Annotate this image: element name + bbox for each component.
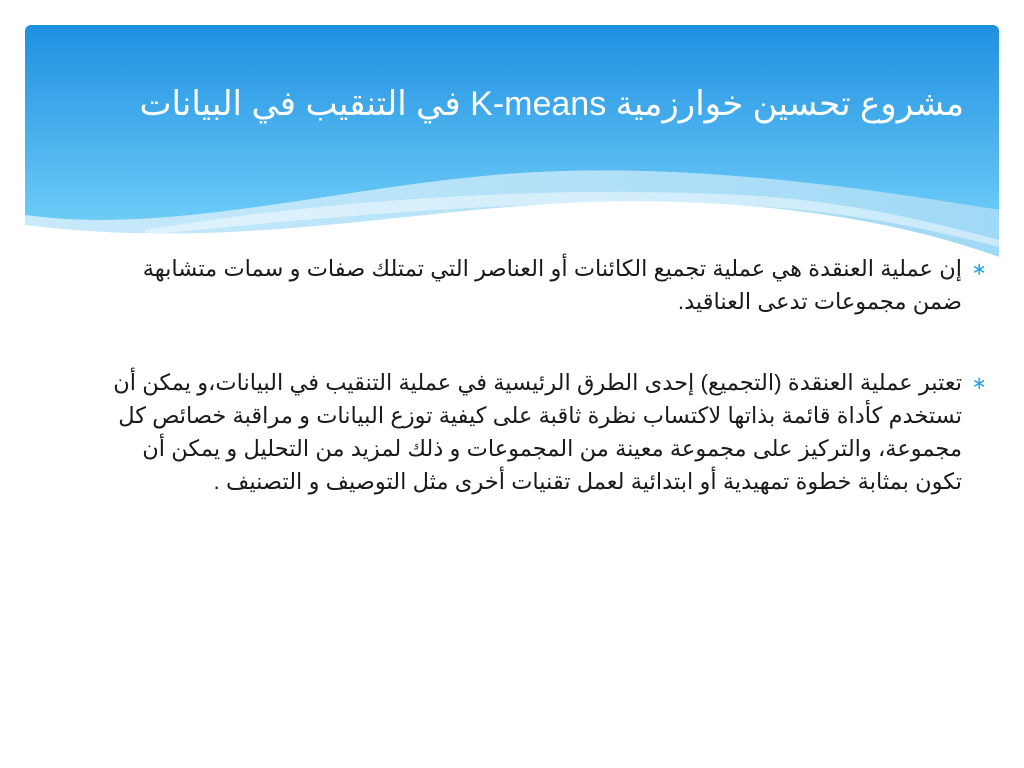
header-wave-graphic xyxy=(25,25,999,275)
slide-title: مشروع تحسين خوارزمية K-means في التنقيب في البيانات xyxy=(139,85,964,123)
header-band xyxy=(25,25,999,275)
bullet-item xyxy=(110,252,988,318)
asterisk-bullet-icon: ∗ xyxy=(971,259,987,279)
bullet-text: إن عملية العنقدة هي عملية تجميع الكائنات أو العناصر التي تمتلك صفات و سمات متشابهة ضمن مجموعات تدعى العناقيد. xyxy=(142,256,962,314)
asterisk-bullet-icon: ∗ xyxy=(971,373,987,393)
bullet-list xyxy=(110,252,988,546)
bullet-item xyxy=(110,366,988,498)
bullet-text: تعتبر عملية العنقدة (التجميع) إحدى الطرق الرئيسية في عملية التنقيب في البيانات،و يمكن أن تستخدم كأداة قائمة بذاتها لاكتساب نظرة ثاقبة على كيفية توزع البيانات و مراقبة خصائص كل مجموعة، والتركيز على مجموعة معينة من المجموعات و ذلك لمزيد من التحليل و يمكن أن تكون بمثابة خطوة تمهيدية أو ابتدائية لعمل تقنيات أخرى مثل التوصيف و التصنيف . xyxy=(113,370,962,494)
